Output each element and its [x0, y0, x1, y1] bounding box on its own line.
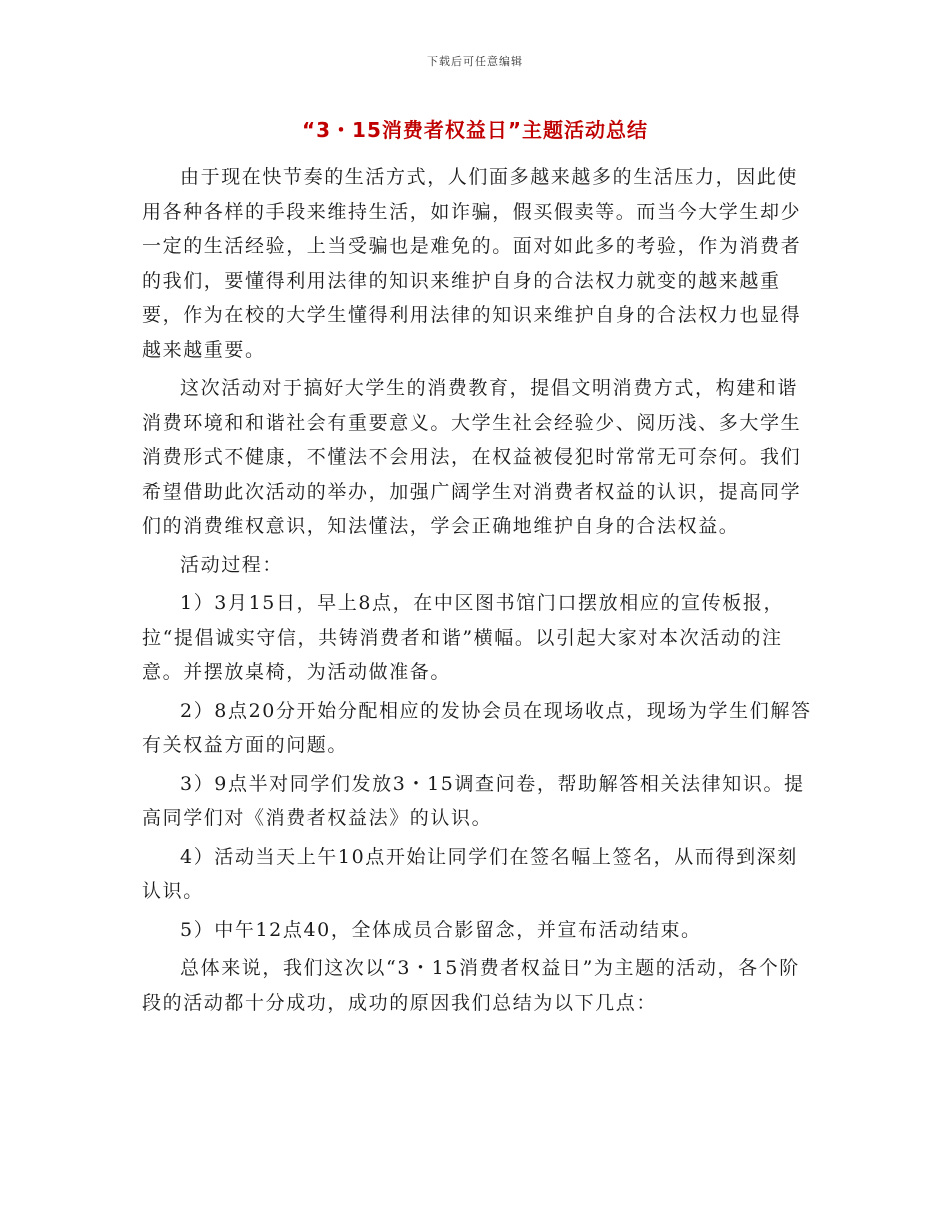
paragraph-step-3: 3）9点半对同学们发放3・15调查问卷，帮助解答相关法律知识。提高同学们对《消费者权益法》的认识。: [142, 772, 805, 829]
paragraph-step-4: 4）活动当天上午10点开始让同学们在签名幅上签名，从而得到深刻认识。: [142, 845, 798, 902]
paragraph-step-5: 5）中午12点40，全体成员合影留念，并宣布活动结束。: [180, 918, 702, 941]
paragraph-step-1: 1）3月15日，早上8点，在中区图书馆门口摆放相应的宣传板报，拉“提倡诚实守信，共铸消费者和谐”横幅。以引起大家对本次活动的注意。并摆放桌椅，为活动做准备。: [142, 592, 785, 683]
document-body: [142, 160, 814, 1024]
paragraph-step-2: 2）8点20分开始分配相应的发协会员在现场收点，现场为学生们解答有关权益方面的问题。: [142, 699, 812, 756]
page-header: 下载后可任意编辑: [427, 55, 523, 68]
paragraph-summary: 总体来说，我们这次以“3・15消费者权益日”为主题的活动，各个阶段的活动都十分成功，成功的原因我们总结为以下几点：: [142, 957, 800, 1014]
paragraph-process-heading: 活动过程：: [180, 553, 284, 576]
document-title: “3・15消费者权益日”主题活动总结: [301, 118, 649, 142]
paragraph-significance: 这次活动对于搞好大学生的消费教育，提倡文明消费方式，构建和谐消费环境和和谐社会有重要意义。大学生社会经验少、阅历浅、多大学生消费形式不健康，不懂法不会用法，在权益被侵犯时常常无可奈何。我们希望借助此次活动的举办，加强广阔学生对消费者权益的认识，提高同学们的消费维权意识，知法懂法，学会正确地维护自身的合法权益。: [142, 377, 802, 537]
paragraph-intro: 由于现在快节奏的生活方式，人们面多越来越多的生活压力，因此使用各种各样的手段来维持生活，如诈骗，假买假卖等。而当今大学生却少一定的生活经验，上当受骗也是难免的。面对如此多的考验，作为消费者的我们，要懂得利用法律的知识来维护自身的合法权力就变的越来越重要，作为在校的大学生懂得利用法律的知识来维护自身的合法权力也显得越来越重要。: [142, 166, 802, 361]
